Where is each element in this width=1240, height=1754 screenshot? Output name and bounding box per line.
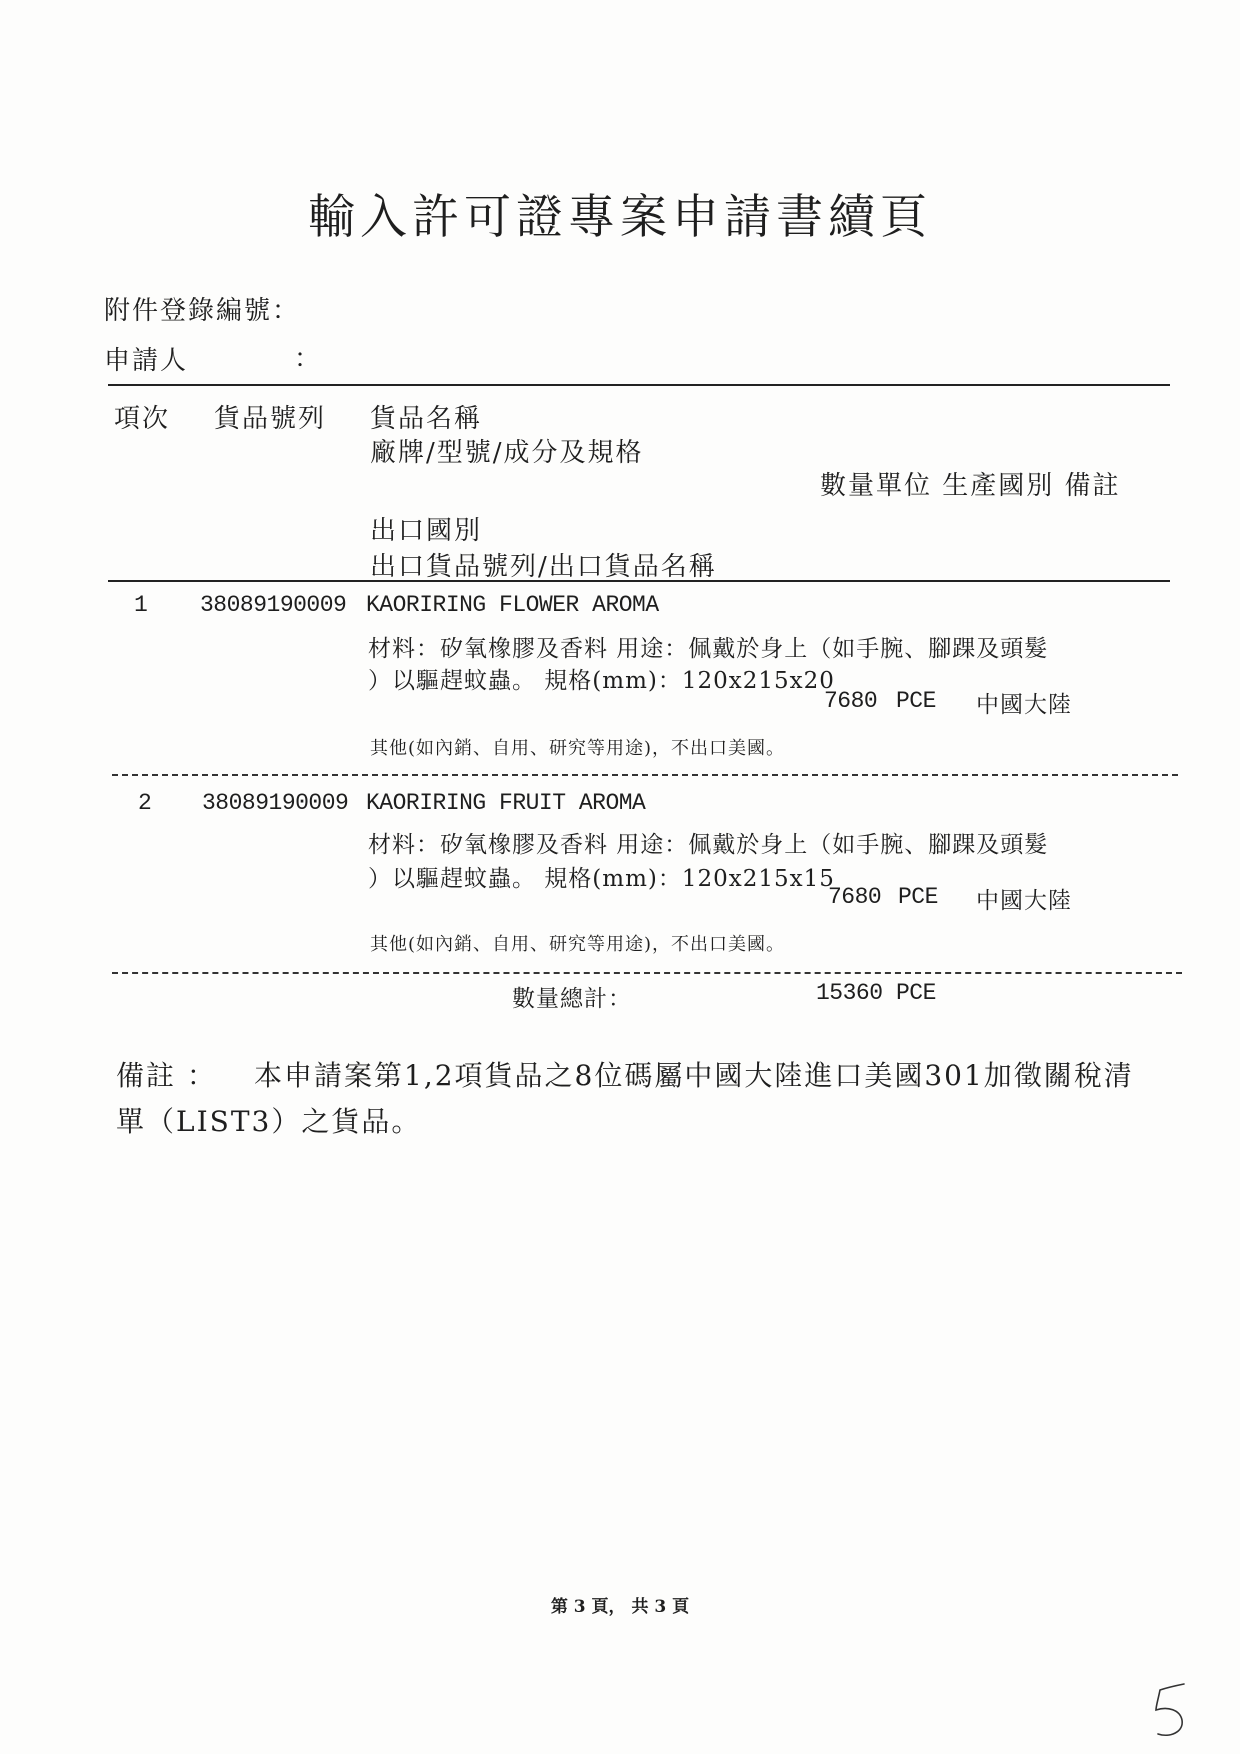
col-export-code-name: 出口貨品號列/出口貨品名稱 bbox=[370, 552, 717, 582]
item-goods-name: KAORIRING FLOWER AROMA bbox=[366, 592, 659, 618]
col-qty-unit-origin-note: 數量單位 生產國別 備註 bbox=[820, 471, 1121, 501]
remarks-line2: 單（LIST3）之貨品。 bbox=[116, 1105, 422, 1138]
document-title: 輸入許可證專案申請書續頁 bbox=[308, 190, 932, 245]
item-goods-name: KAORIRING FRUIT AROMA bbox=[366, 790, 646, 816]
col-item-no: 項次 bbox=[114, 404, 171, 434]
total-label: 數量總計： bbox=[512, 986, 632, 1012]
col-brand-spec: 廠牌/型號/成分及規格 bbox=[370, 438, 644, 468]
remarks-line1: 本申請案第1,2項貨品之8位碼屬中國大陸進口美國301加徵關稅清 bbox=[254, 1059, 1134, 1092]
item-spec-line2: ）以驅趕蚊蟲。 規格(mm)：120x215x20 bbox=[368, 668, 835, 694]
total-quantity: 15360 bbox=[816, 980, 883, 1006]
item-goods-code: 38089190009 bbox=[200, 592, 347, 618]
page-number: 第 3 頁， 共 3 頁 bbox=[550, 1597, 690, 1617]
row-separator bbox=[112, 774, 1178, 776]
item-usage-note: 其他(如內銷、自用、研究等用途)，不出口美國。 bbox=[370, 934, 786, 955]
total-separator bbox=[112, 972, 1182, 974]
col-goods-name: 貨品名稱 bbox=[370, 404, 483, 434]
col-goods-code: 貨品號列 bbox=[214, 404, 327, 434]
item-origin: 中國大陸 bbox=[976, 692, 1072, 718]
item-unit: PCE bbox=[896, 688, 936, 714]
header-top-rule bbox=[108, 384, 1170, 386]
item-spec-line1: 材料：矽氧橡膠及香料 用途：佩戴於身上（如手腕、腳踝及頭髮 bbox=[368, 832, 1049, 858]
total-unit: PCE bbox=[896, 980, 936, 1006]
applicant-label: 申請人 bbox=[104, 346, 189, 376]
item-number: 1 bbox=[134, 592, 148, 618]
attachment-number-label: 附件登錄編號： bbox=[104, 296, 301, 326]
header-bottom-rule bbox=[108, 580, 1170, 582]
applicant-colon: ： bbox=[294, 344, 323, 374]
item-goods-code: 38089190009 bbox=[202, 790, 349, 816]
item-quantity: 7680 bbox=[828, 884, 882, 910]
item-usage-note: 其他(如內銷、自用、研究等用途)，不出口美國。 bbox=[370, 738, 786, 759]
item-spec-line1: 材料：矽氧橡膠及香料 用途：佩戴於身上（如手腕、腳踝及頭髮 bbox=[368, 636, 1049, 662]
item-spec-line2: ）以驅趕蚊蟲。 規格(mm)：120x215x15 bbox=[368, 866, 835, 892]
remarks-label: 備註 ： bbox=[116, 1059, 217, 1092]
item-unit: PCE bbox=[898, 884, 938, 910]
col-export-country: 出口國別 bbox=[370, 516, 483, 546]
item-quantity: 7680 bbox=[824, 688, 878, 714]
item-number: 2 bbox=[138, 790, 152, 816]
handwritten-mark-icon bbox=[1150, 1680, 1190, 1740]
item-origin: 中國大陸 bbox=[976, 888, 1072, 914]
